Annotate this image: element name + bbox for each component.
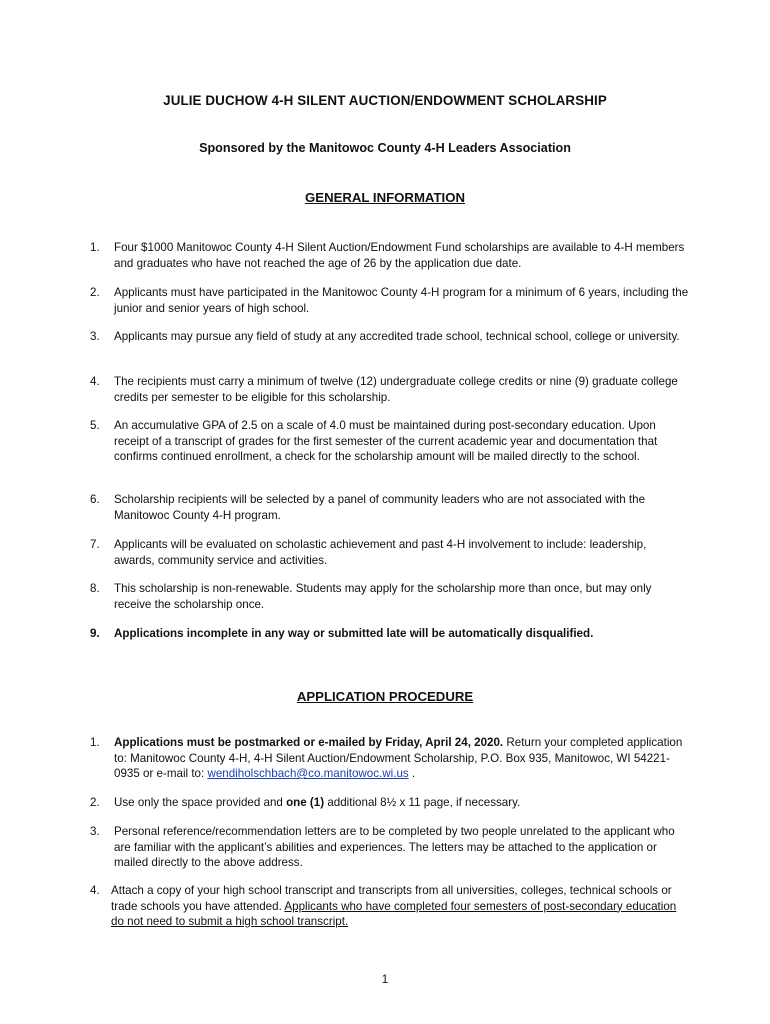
procedure-item-1: 1. Applications must be postmarked or e-mailed by Friday, April 24, 2020. Return your completed application to: Manitowoc County 4-H, 4-H Silent Auction/Endowment Scholarship, P.O. Box 935, Manitowoc, WI 54221-0935 or e-mail to: wendiholschbach@co.manitowoc.wi.us .: [90, 736, 683, 780]
page-number: 1: [381, 973, 389, 986]
general-item-7: 7. Applicants will be evaluated on scholastic achievement and past 4-H involvement to include: leadership, awards, community service and activities.: [90, 538, 647, 567]
general-item-4: 4. The recipients must carry a minimum of twelve (12) undergraduate college credits or nine (9) graduate college credits per semester to be eligible for this scholarship.: [90, 375, 678, 404]
general-item-2: 2. Applicants must have participated in the Manitowoc County 4-H program for a minimum of 6 years, including the junior and senior years of high school.: [90, 286, 689, 315]
general-item-3: 3. Applicants may pursue any field of study at any accredited trade school, technical school, college or university.: [90, 330, 680, 343]
general-item-5: 5. An accumulative GPA of 2.5 on a scale of 4.0 must be maintained during post-secondary education. Upon receipt of a transcript of grades for the first semester of the current academic year and documentation that confirms continued enrollment, a check for the scholarship amount will be mailed directly to the school.: [90, 419, 658, 463]
application-procedure-heading: APPLICATION PROCEDURE: [296, 689, 474, 704]
procedure-item-3: 3. Personal reference/recommendation letters are to be completed by two people unrelated to the applicant who are familiar with the applicant’s abilities and experiences. The letters may be attached to the application or mailed directly to the above address.: [90, 825, 675, 869]
email-link[interactable]: wendiholschbach@co.manitowoc.wi.us: [207, 767, 409, 780]
document-subtitle: Sponsored by the Manitowoc County 4-H Leaders Association: [199, 141, 571, 155]
general-item-1: 1. Four $1000 Manitowoc County 4-H Silent Auction/Endowment Fund scholarships are available to 4-H members and graduates who have not reached the age of 26 by the application due date.: [90, 241, 685, 270]
general-information-heading: GENERAL INFORMATION: [305, 190, 465, 205]
general-item-8: 8. This scholarship is non-renewable. Students may apply for the scholarship more than once, but may only receive the scholarship once.: [90, 582, 652, 611]
procedure-item-4: 4. Attach a copy of your high school transcript and transcripts from all universities, colleges, technical schools or trade schools you have attended. Applicants who have completed four semesters of post-secondary education do not need to submit a high school transcript.: [90, 884, 677, 928]
general-item-6: 6. Scholarship recipients will be selected by a panel of community leaders who are not associated with the Manitowoc County 4-H program.: [90, 493, 646, 522]
general-item-9: 9. Applications incomplete in any way or submitted late will be automatically disqualified.: [90, 627, 594, 640]
document-title: JULIE DUCHOW 4-H SILENT AUCTION/ENDOWMENT SCHOLARSHIP: [163, 93, 607, 108]
procedure-item-2: 2. Use only the space provided and one (1) additional 8½ x 11 page, if necessary.: [90, 796, 521, 809]
deadline-text: Applications must be postmarked or e-mailed by Friday, April 24, 2020.: [114, 736, 504, 749]
